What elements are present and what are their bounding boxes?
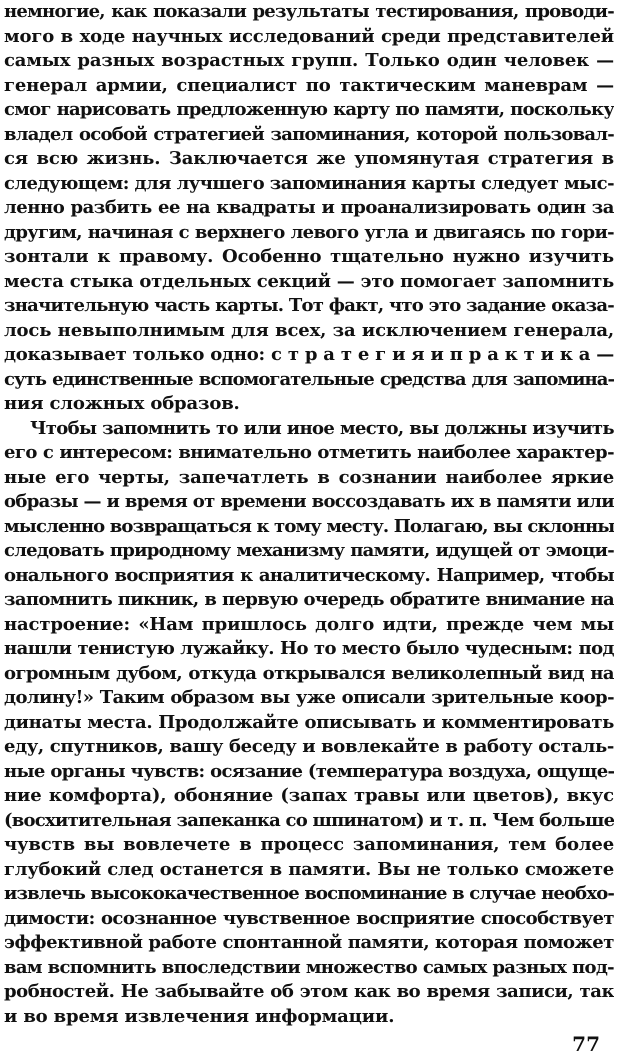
text-line: еду, спутников, вашу беседу и вовлекайте в работу осталь- [4, 736, 614, 757]
text-line: долину!» Таким образом вы уже описали зрительные коор- [4, 687, 614, 708]
text-line: огромным дубом, откуда открывался великолепный вид на [4, 662, 614, 684]
text-line: ные органы чувств: осязание (температура воздуха, ощуще- [4, 760, 614, 782]
text-line: ся всю жизнь. Заключается же упомянутая стратегия в [4, 148, 614, 169]
text-line: чувств вы вовлечете в процесс запоминания, тем более [4, 834, 614, 855]
text-line: настроение: «Нам пришлось долго идти, прежде чем мы [4, 613, 614, 635]
text-line: ние комфорта), обоняние (запах травы или цветов), вкус [4, 785, 614, 806]
text-line: вам вспомнить впоследствии множество самых разных под- [4, 956, 614, 978]
text-line: эффективной работе спонтанной памяти, которая поможет [4, 932, 614, 953]
paragraph-start-line: Чтобы запомнить то или иное место, вы должны изучить [30, 417, 614, 439]
text-line: его с интересом: внимательно отметить наиболее характер- [4, 442, 614, 463]
text-line: запомнить пикник, в первую очередь обратите внимание на [4, 589, 614, 610]
text-line: значительную часть карты. Тот факт, что это задание оказа- [4, 295, 614, 316]
text-line: самых разных возрастных групп. Только один человек — [4, 50, 614, 71]
text-line: ленно разбить ее на квадраты и проанализировать один за [4, 197, 614, 218]
text-line: димости: осознанное чувственное восприятие способствует [4, 907, 614, 929]
text-line: владел особой стратегией запоминания, которой пользовал- [4, 123, 614, 145]
paragraph-end-line: ния сложных образов. [4, 393, 240, 414]
text-line: мысленно возвращаться к тому месту. Полагаю, вы склонны [4, 515, 614, 537]
text-line: глубокий след останется в памяти. Вы не только сможете [4, 858, 614, 880]
text-line: ные его черты, запечатлеть в сознании наиболее яркие [4, 466, 614, 488]
text-line: зонтали к правому. Особенно тщательно нужно изучить [4, 246, 614, 267]
paragraph-end-line: и во время извлечения информации. [4, 1005, 395, 1027]
text-line: места стыка отдельных секций — это помогает запомнить [4, 270, 614, 292]
text-line: следовать природному механизму памяти, идущей от эмоци- [4, 540, 614, 561]
text-line: доказывает только одно: с т р а т е г и я и п р а к т и к а — [4, 344, 614, 365]
text-line: образы — и время от времени воссоздавать их в памяти или [4, 491, 614, 512]
text-line: мого в ходе научных исследований среди представителей [4, 25, 614, 47]
text-line: суть единственные вспомогательные средства для запомина- [4, 368, 614, 390]
text-line: смог нарисовать предложенную карту по памяти, поскольку [4, 99, 614, 120]
text-line: немногие, как показали результаты тестирования, проводи- [4, 1, 614, 22]
text-line: динаты места. Продолжайте описывать и комментировать [4, 711, 614, 733]
text-line: нашли тенистую лужайку. Но то место было чудесным: под [4, 638, 614, 659]
text-line: лось невыполнимым для всех, за исключением генерала, [4, 319, 614, 341]
text-line: следующем: для лучшего запоминания карты следует мыс- [4, 172, 614, 194]
page-number: 77 [572, 1032, 600, 1056]
text-line: онального восприятия к аналитическому. Например, чтобы [4, 564, 614, 586]
text-line: другим, начиная с верхнего левого угла и двигаясь по гори- [4, 221, 614, 243]
body-text [4, 0, 614, 1029]
text-line: генерал армии, специалист по тактическим маневрам — [4, 74, 614, 96]
text-line: робностей. Не забывайте об этом как во время записи, так [4, 981, 614, 1002]
text-line: (восхитительная запеканка со шпинатом) и т. п. Чем больше [4, 809, 614, 831]
text-line: извлечь высококачественное воспоминание в случае необхо- [4, 883, 614, 904]
